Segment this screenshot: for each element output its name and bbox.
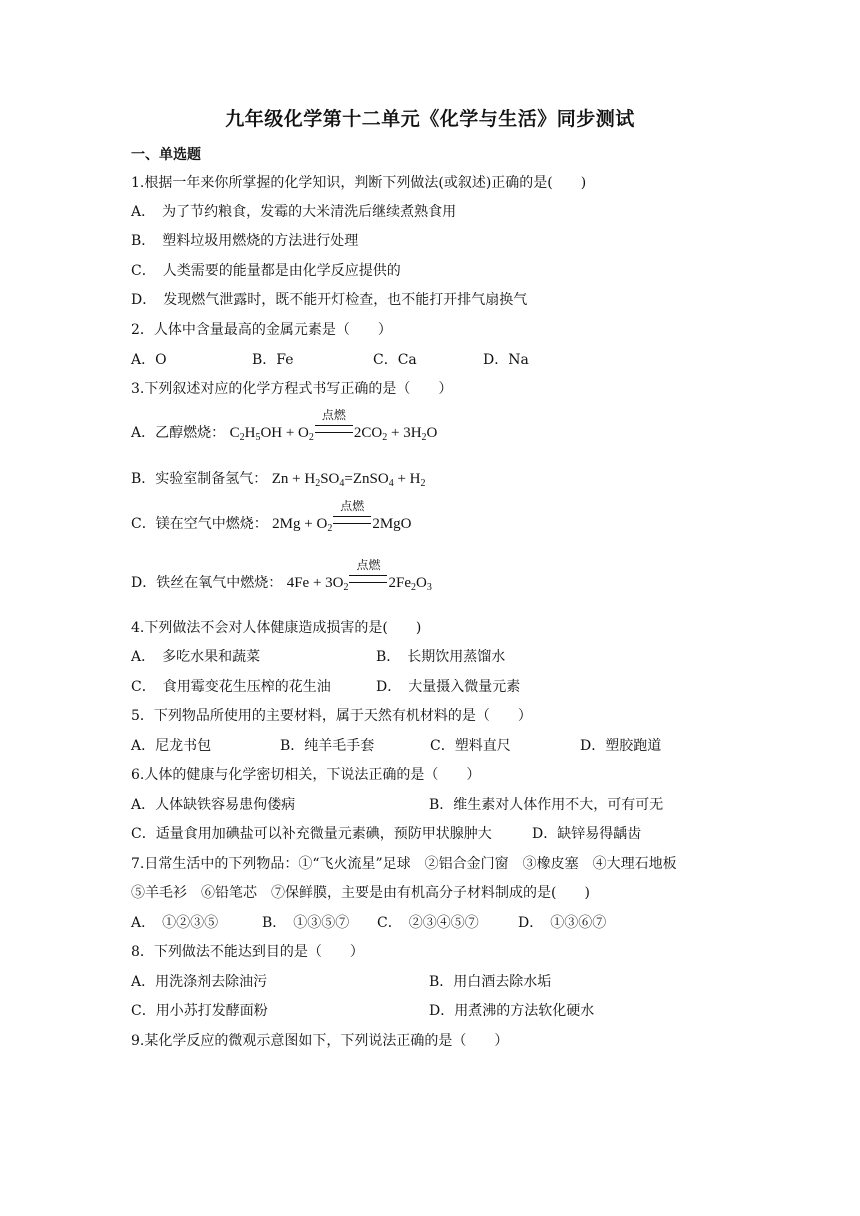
- question-3-option-a: [131, 408, 438, 443]
- chemical-equation: $2Mg + O_2$ 点燃 2MgO: [272, 516, 411, 532]
- question-1-option-b: B． 塑料垃圾用燃烧的方法进行处理: [131, 233, 359, 249]
- question-8-stem: 8．下列做法不能达到目的是（ ）: [131, 944, 364, 960]
- question-8-option-a: A．用洗涤剂去除油污: [131, 974, 268, 990]
- question-8-option-b: B．用白酒去除水垢: [429, 974, 552, 990]
- chemical-equation: $C_2H_5OH + O_2$ 点燃 $2CO_2 + 3H_2O$: [230, 425, 438, 441]
- question-3-option-b: [131, 469, 426, 489]
- question-1-option-d: D． 发现燃气泄露时，既不能开灯检查，也不能打开排气扇换气: [131, 292, 528, 308]
- question-1-option-a: A． 为了节约粮食，发霉的大米清洗后继续煮熟食用: [131, 204, 457, 220]
- question-5-option-c: C．塑料直尺: [430, 738, 511, 754]
- question-9-stem: 9.某化学反应的微观示意图如下，下列说法正确的是（ ）: [131, 1033, 509, 1049]
- question-4-option-a: A． 多吃水果和蔬菜: [131, 649, 261, 665]
- question-7-stem-line-1: 7.日常生活中的下列物品：①“飞火流星”足球 ②铝合金门窗 ③橡皮塞 ④大理石地板: [131, 856, 677, 872]
- question-6-stem: 6.人体的健康与化学密切相关，下说法正确的是（ ）: [131, 767, 481, 783]
- question-7-option-a: A． ①②③⑤: [131, 915, 219, 931]
- question-4-option-c: C． 食用霉变花生压榨的花生油: [131, 679, 331, 695]
- question-8-option-d: D．用煮沸的方法软化硬水: [429, 1003, 595, 1019]
- question-5-option-d: D．塑胶跑道: [580, 738, 662, 754]
- question-4-stem: 4.下列做法不会对人体健康造成损害的是( ): [131, 620, 422, 636]
- question-6-option-c: C．适量食用加碘盐可以补充微量元素碘，预防甲状腺肿大: [131, 826, 492, 842]
- reaction-arrow: [315, 408, 353, 443]
- chemical-equation: $Zn + H_2SO_4=ZnSO_4 + H_2$: [271, 471, 426, 489]
- question-7-option-b: B． ①③⑤⑦: [262, 915, 350, 931]
- option-label: B．实验室制备氢气：: [131, 471, 268, 487]
- question-6-option-b: B．维生素对人体作用不大，可有可无: [429, 797, 664, 813]
- question-1-stem: 1.根据一年来你所掌握的化学知识，判断下列做法(或叙述)正确的是( ): [131, 175, 587, 191]
- reaction-condition: 点燃: [321, 408, 346, 422]
- question-7-option-c: C． ②③④⑤⑦: [377, 915, 479, 931]
- option-label: D．铁丝在氧气中燃烧：: [131, 575, 283, 591]
- question-2-option-d: D．Na: [483, 352, 529, 368]
- question-2-option-b: B．Fe: [252, 352, 294, 368]
- page-title: 九年级化学第十二单元《化学与生活》同步测试: [225, 108, 635, 130]
- question-8-option-c: C．用小苏打发酵面粉: [131, 1003, 268, 1019]
- section-heading: 一、单选题: [131, 147, 201, 163]
- question-3-stem: 3.下列叙述对应的化学方程式书写正确的是（ ）: [131, 381, 453, 397]
- reaction-arrow: [349, 558, 387, 593]
- reaction-condition: 点燃: [340, 499, 365, 513]
- question-1-option-c: C． 人类需要的能量都是由化学反应提供的: [131, 263, 401, 279]
- option-label: C．镁在空气中燃烧：: [131, 516, 268, 532]
- chemical-equation: $4Fe + 3O_2$ 点燃 $2Fe_2O_3$: [287, 575, 432, 591]
- reaction-condition: 点燃: [356, 558, 381, 572]
- question-6-option-d: D．缺锌易得龋齿: [532, 826, 642, 842]
- question-6-option-a: A．人体缺铁容易患佝偻病: [131, 797, 296, 813]
- question-3-option-c: [131, 499, 412, 534]
- question-3-option-d: [131, 558, 432, 593]
- question-2-option-c: C．Ca: [373, 352, 417, 368]
- question-5-stem: 5．下列物品所使用的主要材料，属于天然有机材料的是（ ）: [131, 708, 532, 724]
- question-4-option-d: D． 大量摄入微量元素: [376, 679, 521, 695]
- reaction-arrow: [333, 499, 371, 534]
- question-4-option-b: B． 长期饮用蒸馏水: [376, 649, 506, 665]
- option-label: A．乙醇燃烧：: [131, 425, 226, 441]
- question-5-option-b: B．纯羊毛手套: [280, 738, 375, 754]
- question-7-option-d: D． ①③⑥⑦: [518, 915, 607, 931]
- question-2-option-a: A．O: [131, 352, 167, 368]
- question-5-option-a: A．尼龙书包: [131, 738, 212, 754]
- question-7-stem-line-2: ⑤羊毛衫 ⑥铅笔芯 ⑦保鲜膜，主要是由有机高分子材料制成的是( ): [131, 885, 590, 901]
- question-2-stem: 2．人体中含量最高的金属元素是（ ）: [131, 322, 392, 338]
